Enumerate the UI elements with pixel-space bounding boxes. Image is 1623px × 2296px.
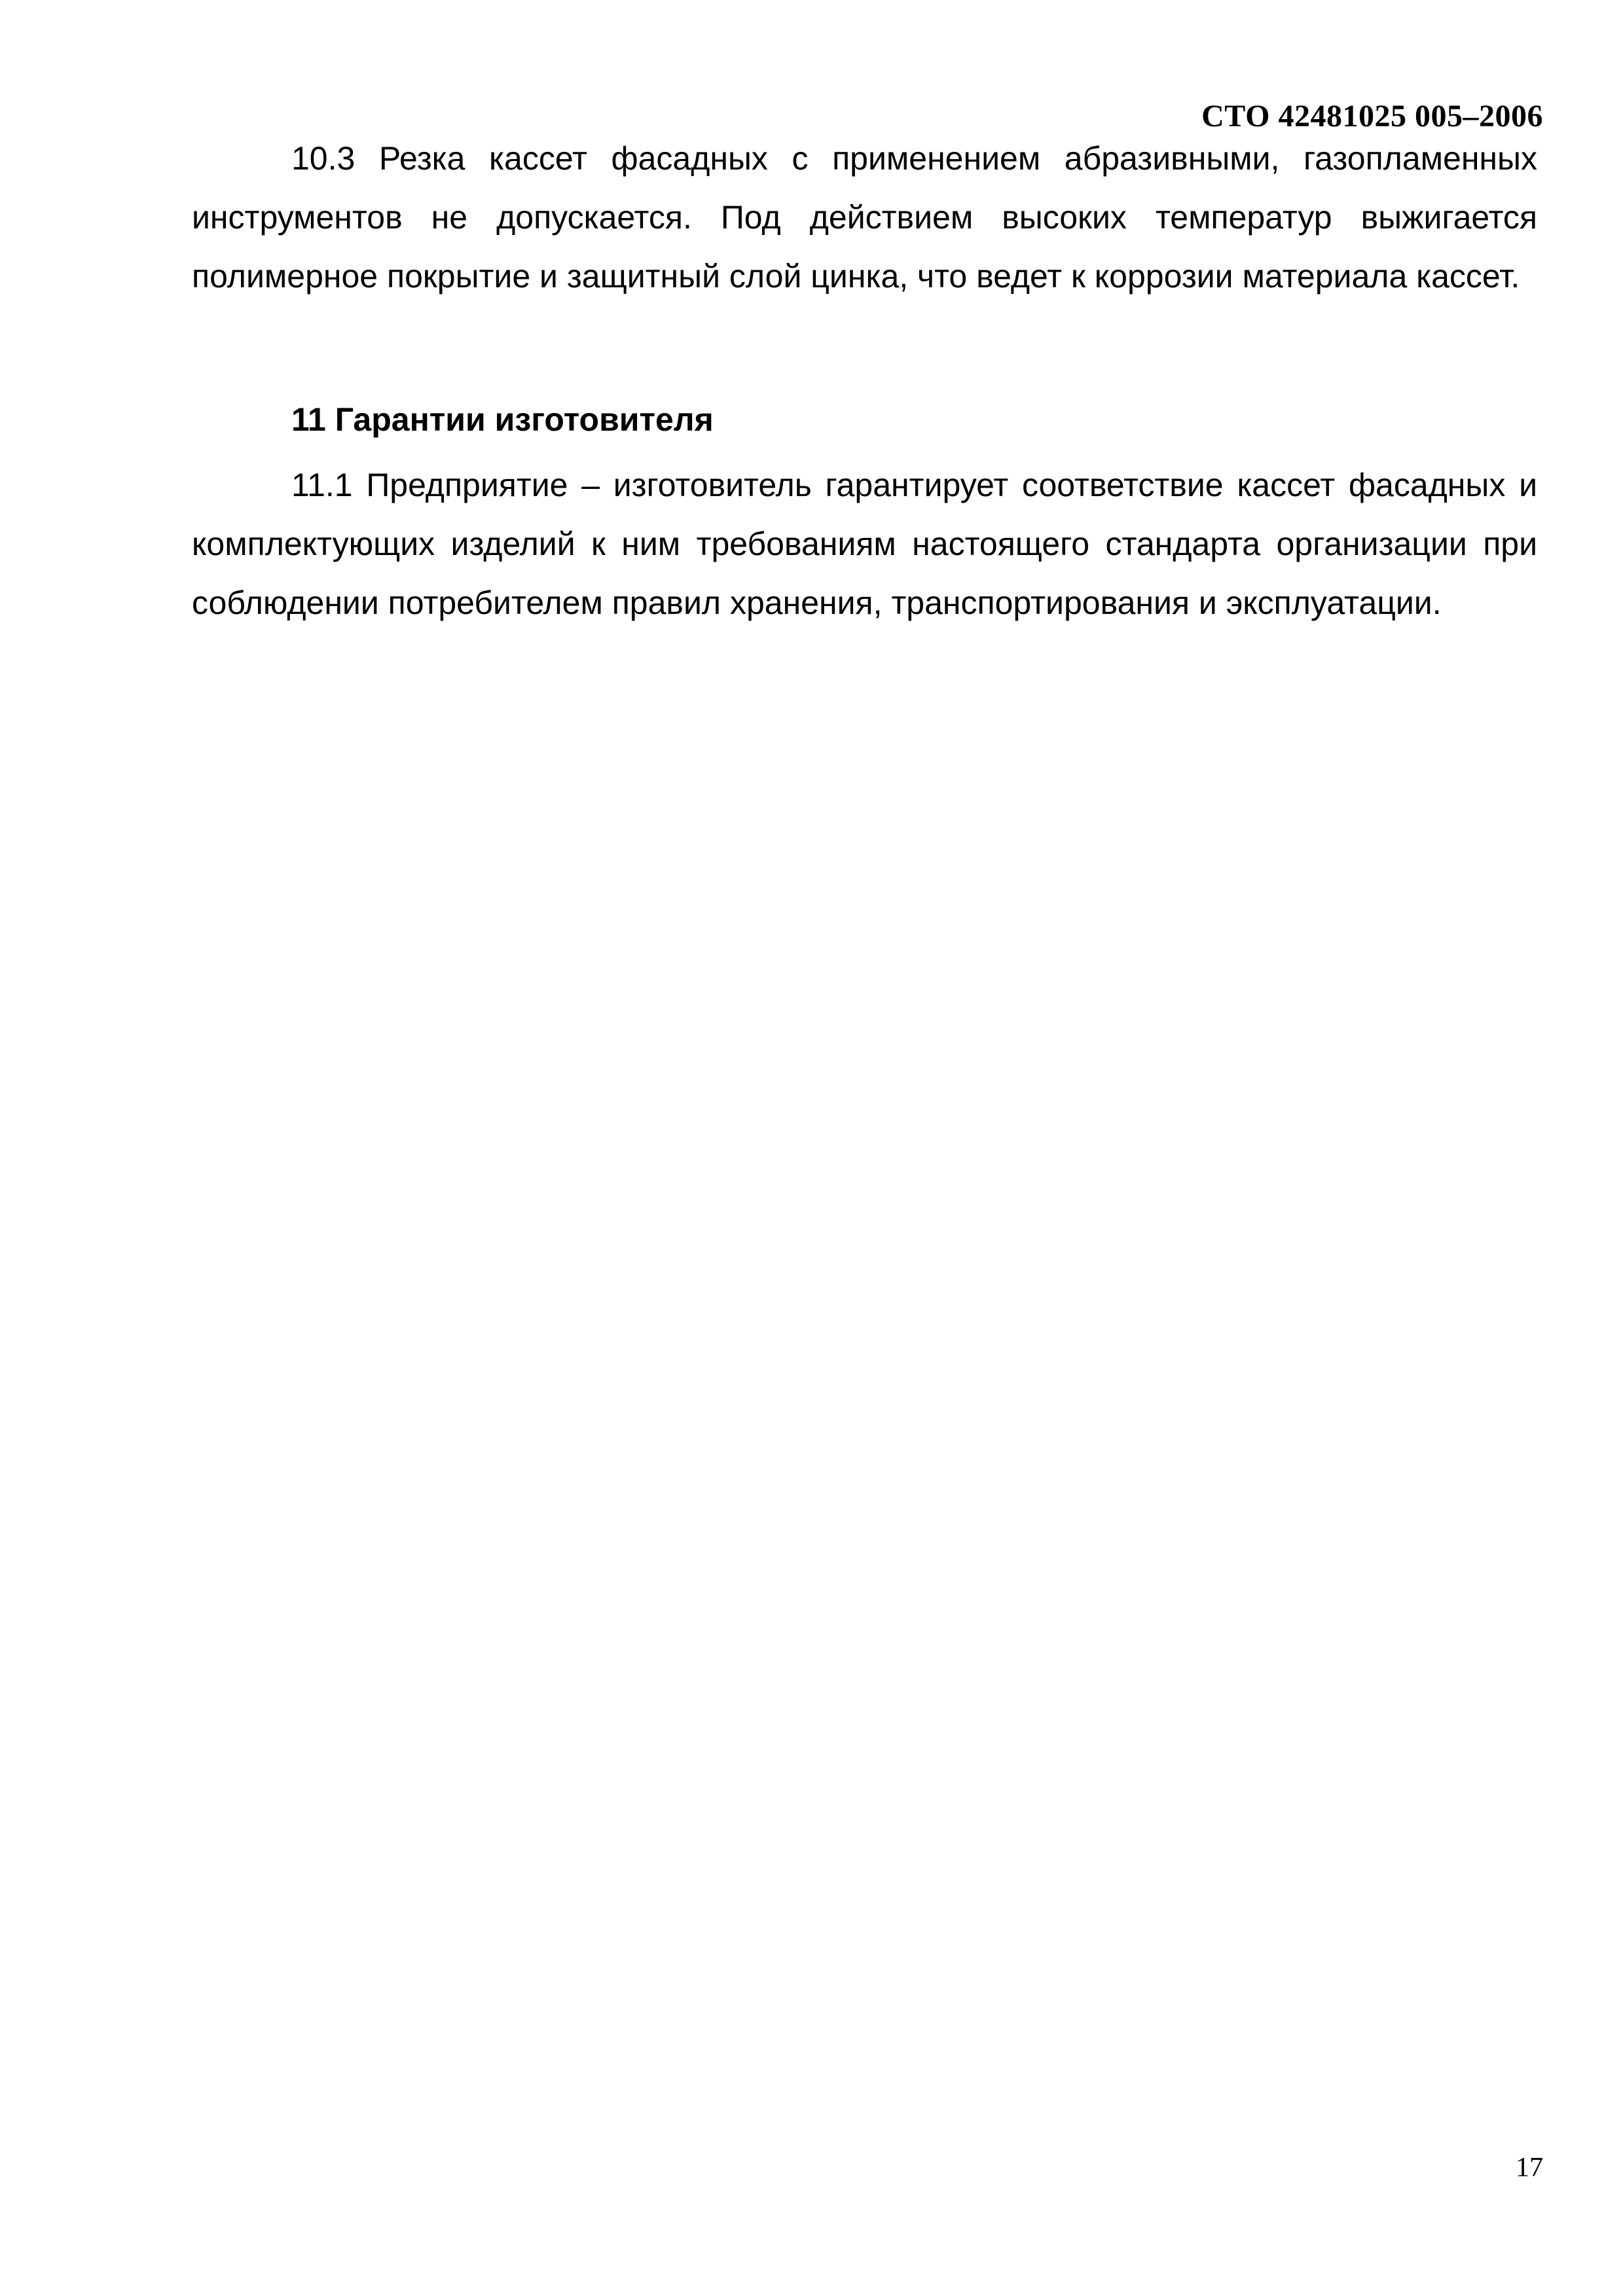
section-11-heading: 11 Гарантии изготовителя xyxy=(291,401,714,438)
clause-10-3-paragraph: 10.3 Резка кассет фасадных с применением абразивными, газопламенных инструментов не допускается. Под действием высоких температур выжигается полимерное покрытие и защитный слой цинка, что ведет к коррозии материала кассет. xyxy=(192,140,1537,295)
page-number: 17 xyxy=(1516,2153,1543,2183)
clause-11-1-paragraph: 11.1 Предприятие – изготовитель гарантирует соответствие кассет фасадных и комплектующих изделий к ним требованиям настоящего стандарта организации при соблюдении потребителем правил хранения, транспортирования и эксплуатации. xyxy=(192,467,1537,621)
document-code: СТО 42481025 005–2006 xyxy=(1201,99,1543,134)
